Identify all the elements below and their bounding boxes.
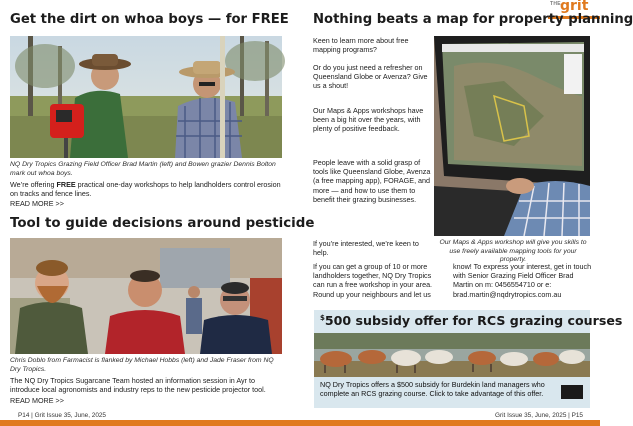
article2-title: Tool to guide decisions around pesticide	[10, 216, 315, 231]
subsidy-title	[320, 313, 622, 328]
article1-body-pre: We’re offering	[10, 180, 57, 189]
logo-grit: grit	[560, 0, 589, 14]
subsidy-dollar: $	[320, 313, 325, 322]
footer-right: Grit Issue 35, June, 2025 | P15	[495, 412, 583, 419]
maps-paragraph-6a: If you can get a group of 10 or more landholders together, NQ Dry Tropics can run a free workshop in your area. Round up your neighbours and let us	[313, 262, 433, 299]
subsidy-title-rest: subsidy offer for RCS grazing courses	[351, 313, 623, 328]
maps-paragraph-6b: know! To express your interest, get in touch with Senior Grazing Field Officer Brad Martin on m: 0456554710 or e: brad.martin@nqdrytropics.com.au	[453, 262, 592, 299]
maps-paragraph-4: People leave with a solid grasp of tools like Queensland Globe, Avenza (a free mapping app), FORAGE, and more — and how to use them to benefit their grazing businesses.	[313, 158, 431, 204]
footer-bar-right	[300, 420, 600, 426]
article1-body-post: practical one-day workshops to help landholders control erosion on tracks and fence lines.	[10, 180, 281, 199]
maps-paragraph-1: Keen to learn more about free mapping programs?	[313, 36, 409, 55]
cattle-photo	[314, 333, 590, 377]
maps-article-title: Nothing beats a map for property planning	[313, 12, 633, 27]
article2-read-more-link[interactable]: READ MORE >>	[10, 396, 64, 405]
laptop-map-photo	[434, 36, 590, 236]
maps-paragraph-5: If you’re interested, we’re keen to help.	[313, 239, 419, 258]
footer-bar-left	[0, 420, 300, 426]
article1-caption: NQ Dry Tropics Grazing Field Officer Brad Martin (left) and Bowen grazier Dennis Bolton mark out whoa boys.	[10, 161, 276, 177]
article1-body-bold: FREE	[56, 180, 76, 189]
article2-body: The NQ Dry Tropics Sugarcane Team hosted an information session in Ayr to introduce local agronomists and industry reps to the new pesticide projector tool.	[10, 376, 266, 395]
maps-caption: Our Maps & Apps workshop will give you skills to use freely available mapping tools for your property.	[439, 239, 587, 264]
subsidy-text: NQ Dry Tropics offers a $500 subsidy for Burdekin land managers who complete an RCS grazing course. Click to take advantage of this offer.	[320, 380, 545, 398]
subsidy-link-button[interactable]	[561, 385, 583, 399]
pesticide-team-photo	[10, 238, 282, 354]
whoa-boys-photo	[10, 36, 282, 158]
article1-read-more-link[interactable]: READ MORE >>	[10, 199, 64, 208]
footer-left: P14 | Grit Issue 35, June, 2025	[18, 412, 106, 419]
subsidy-amount: 500	[324, 313, 352, 328]
maps-paragraph-3: Our Maps & Apps workshops have been a big hit over the years, with plenty of positive feedback.	[313, 106, 424, 134]
logo-the: THE	[550, 1, 561, 7]
article1-title: Get the dirt on whoa boys — for FREE	[10, 12, 289, 27]
article1-body	[10, 180, 282, 198]
maps-paragraph-2: Or do you just need a refresher on Queensland Globe or Avenza? Give us a shout!	[313, 63, 428, 91]
article2-caption: Chris Doblo from Farmacist is flanked by Michael Hobbs (left) and Jade Fraser from NQ Dry Tropics.	[10, 357, 274, 373]
